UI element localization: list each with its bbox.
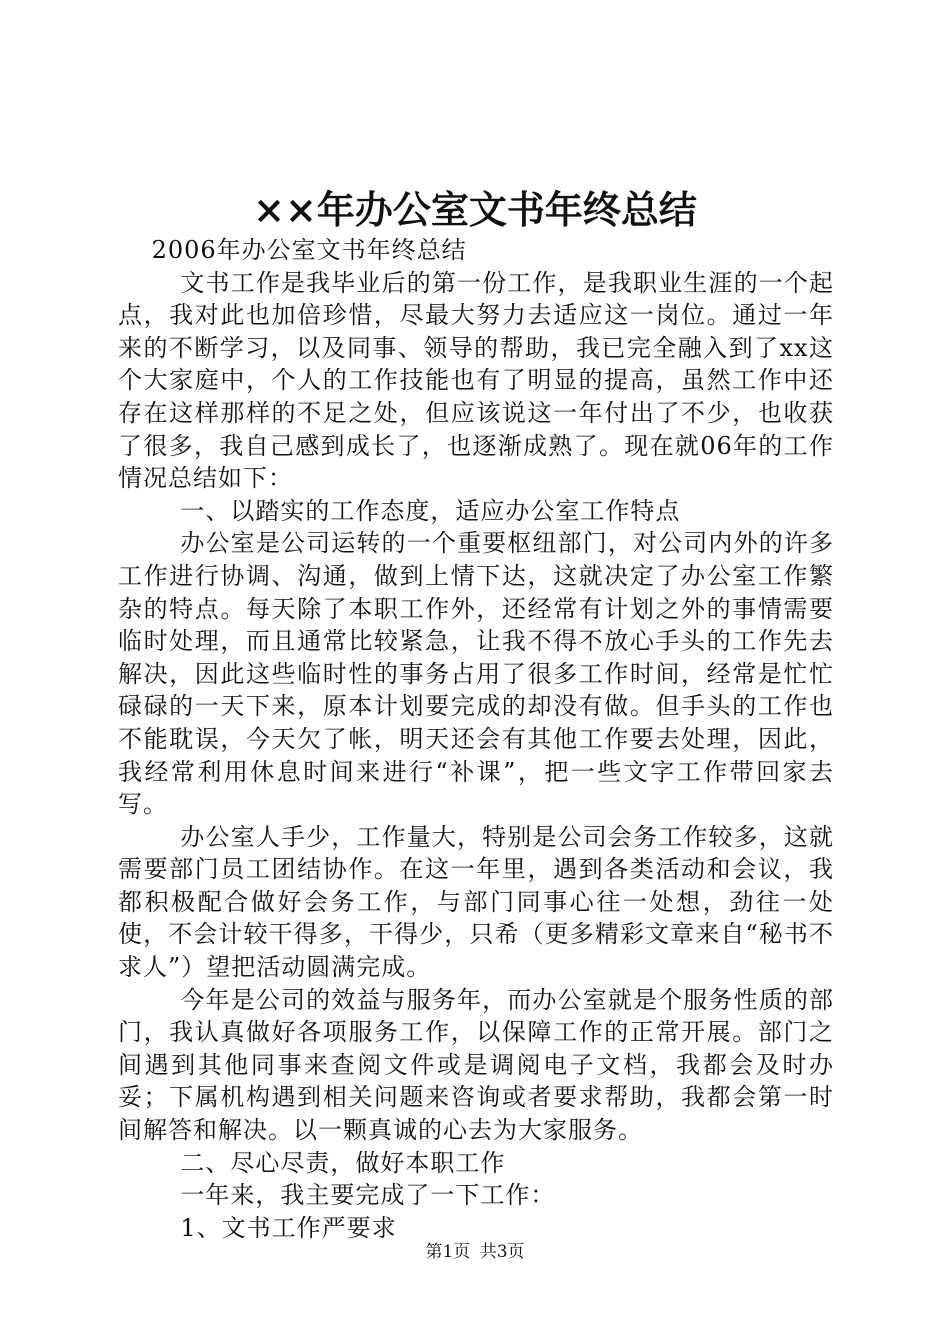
page-footer xyxy=(0,1240,950,1264)
page-number: 第1页 xyxy=(425,1242,471,1262)
page-total: 共3页 xyxy=(479,1242,525,1262)
body-paragraph: 办公室是公司运转的一个重要枢纽部门，对公司内外的许多工作进行协调、沟通，做到上情下达，这就决定了办公室工作繁杂的特点。每天除了本职工作外，还经常有计划之外的事情需要临时处理，而且通常比较紧急，让我不得不放心手头的工作先去解决，因此这些临时性的事务占用了很多工作时间，经常是忙忙碌碌的一天下来，原本计划要完成的却没有做。但手头的工作也不能耽误，今天欠了帐，明天还会有其他工作要去处理，因此，我经常利用休息时间来进行“补课”，把一些文字工作带回家去写。 xyxy=(118,529,834,819)
body-paragraph: 一年来，我主要完成了一下工作： xyxy=(180,1181,556,1210)
document-body xyxy=(118,234,834,1244)
page-title: ××年办公室文书年终总结 xyxy=(253,187,697,232)
list-item-heading: 1、文书工作严要求 xyxy=(180,1213,397,1242)
intro-paragraph: 文书工作是我毕业后的第一份工作，是我职业生涯的一个起点，我对此也加倍珍惜，尽最大努力去适应这一岗位。通过一年来的不断学习，以及同事、领导的帮助，我已完全融入到了xx这个大家庭中，个人的工作技能也有了明显的提高，虽然工作中还存在这样那样的不足之处，但应该说这一年付出了不少，也收获了很多，我自己感到成长了，也逐渐成熟了。现在就06年的工作情况总结如下： xyxy=(118,268,834,493)
section-heading-2: 二、尽心尽责，做好本职工作 xyxy=(180,1148,506,1177)
body-paragraph: 办公室人手少，工作量大，特别是公司会务工作较多，这就需要部门员工团结协作。在这一年里，遇到各类活动和会议，我都积极配合做好会务工作，与部门同事心往一处想，劲往一处使，不会计较干得多，干得少，只希（更多精彩文章来自“秘书不求人”）望把活动圆满完成。 xyxy=(118,822,834,982)
section-heading-1: 一、以踏实的工作态度，适应办公室工作特点 xyxy=(180,496,681,525)
subtitle-paragraph: 2006年办公室文书年终总结 xyxy=(151,236,467,264)
body-paragraph: 今年是公司的效益与服务年，而办公室就是个服务性质的部门，我认真做好各项服务工作，以保障工作的正常开展。部门之间遇到其他同事来查阅文件或是调阅电子文档，我都会及时办妥；下属机构遇到相关问题来咨询或者要求帮助，我都会第一时间解答和解决。以一颗真诚的心去为大家服务。 xyxy=(118,985,834,1145)
